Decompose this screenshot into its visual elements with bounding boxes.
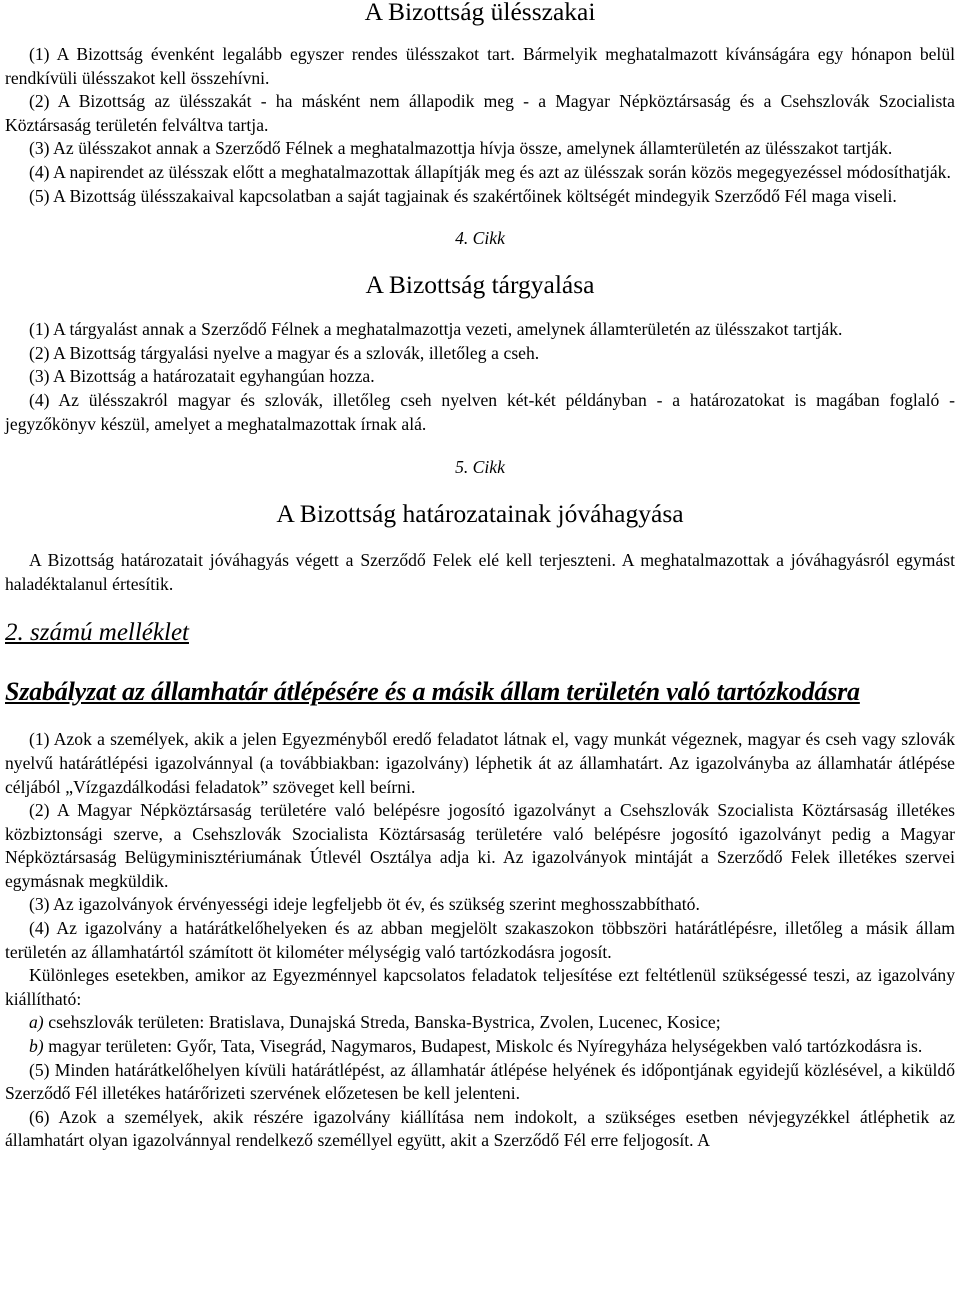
list-item-a xyxy=(5,1011,955,1035)
section-title-proceedings: A Bizottság tárgyalása xyxy=(365,270,595,300)
paragraph: (1) A tárgyalást annak a Szerződő Félnek a meghatalmazottja vezeti, amelynek államterületén az ülésszakot tartják. xyxy=(29,319,843,340)
paragraph: A Bizottság határozatait jóváhagyás végett a Szerződő Felek elé kell terjeszteni. A meghatalmazottak a jóváhagyásról egymást haladéktalanul értesítik. xyxy=(5,550,955,594)
paragraph: (4) A napirendet az ülésszak előtt a meghatalmazottak állapítják meg és azt az ülésszak során közös megegyezéssel módosíthatják. xyxy=(29,161,951,182)
paragraph: (3) Az igazolványok érvényességi ideje legfeljebb öt év, és szükség szerint meghosszabbítható. xyxy=(29,894,700,915)
paragraph: (3) A Bizottság a határozatait egyhangúan hozza. xyxy=(29,366,375,387)
paragraph: (2) A Bizottság az ülésszakát - ha másként nem állapodik meg - a Magyar Népköztársaság és a Csehszlovák Szocialista Köztársaság területén felváltva tartja. xyxy=(5,91,955,135)
paragraph: (2) A Bizottság tárgyalási nyelve a magyar és a szlovák, illetőleg a cseh. xyxy=(29,342,540,363)
paragraph: (4) Az igazolvány a határátkelőhelyeken és az abban megjelölt szakaszokon többszöri határátlépésre, illetőleg a másik állam területén az államhatártól számított öt kilométer mélységig való tartózkodásra jogosít. xyxy=(5,918,955,962)
section-title-approval: A Bizottság határozatainak jóváhagyása xyxy=(276,499,684,529)
paragraph: (5) Minden határátkelőhelyen kívüli határátlépést, az államhatár átlépése helyének és időpontjának egyidejű közlésével, a kiküldő Szerződő Fél illetékes határőrizeti szervének előzetesen be kell jelenteni. xyxy=(5,1059,955,1104)
list-marker: b) xyxy=(29,1036,44,1057)
paragraph: (4) Az ülésszakról magyar és szlovák, illetőleg cseh nyelven két-két példányban - a határozatokat is magában foglaló - jegyzőkönyv készül, amelyet a meghatalmazottak írnak alá. xyxy=(5,389,955,434)
list-marker: a) xyxy=(29,1012,44,1033)
annex-title: Szabályzat az államhatár átlépésére és a másik állam területén való tartózkodásra xyxy=(5,677,860,707)
section-title-sessions: A Bizottság ülésszakai xyxy=(364,0,596,26)
paragraph: (3) Az ülésszakot annak a Szerződő Félnek a meghatalmazottja hívja össze, amelynek államterületén az ülésszakot tartják. xyxy=(29,138,893,159)
list-item-b xyxy=(5,1035,955,1059)
paragraph: (6) Azok a személyek, akik részére igazolvány kiállítása nem indokolt, a szükséges esetben névjegyzékkel átléphetik az államhatárt olyan igazolvánnyal rendelkező személlyel együtt, akit a Szerződő Fél erre feljogosít. A xyxy=(5,1106,955,1151)
paragraph: (5) A Bizottság ülésszakaival kapcsolatban a saját tagjainak és szakértőinek költségét mindegyik Szerződő Fél maga viseli. xyxy=(29,185,897,206)
article-number: 5. Cikk xyxy=(455,457,505,478)
annex-label: 2. számú melléklet xyxy=(5,619,189,647)
paragraph: (1) Azok a személyek, akik a jelen Egyezményből eredő feladatot látnak el, vagy munkát végeznek, magyar és cseh vagy szlovák nyelvű határátlépési igazolvánnyal (a továbbiakban: igazolvány) léphetik át az államhatárt. Az igazolványba az államhatár átlépése céljából „Vízgazdálkodási feladatok” szöveget kell beírni. xyxy=(5,729,955,797)
list-item-text: magyar területen: Győr, Tata, Visegrád, Nagymaros, Budapest, Miskolc és Nyíregyháza helységekben való tartózkodásra is. xyxy=(43,1036,923,1057)
paragraph: (1) A Bizottság évenként legalább egyszer rendes ülésszakot tart. Bármelyik meghatalmazott kívánságára egy hónapon belül rendkívüli ülésszakot kell összehívni. xyxy=(5,44,955,88)
paragraph: (2) A Magyar Népköztársaság területére való belépésre jogosító igazolványt a Csehszlovák Szocialista Köztársaság illetékes közbiztonsági szerve, a Csehszlovák Szocialista Köztársaság területére való belépésre jogosító igazolványt pedig a Magyar Népköztársaság Belügyminisztériumának Útlevél Osztálya adja ki. Az igazolványok mintáját a Szerződő Felek illetékes szervei egymásnak megküldik. xyxy=(5,800,955,891)
article-number: 4. Cikk xyxy=(455,228,505,249)
paragraph: Különleges esetekben, amikor az Egyezménnyel kapcsolatos feladatok teljesítése ezt feltétlenül szükségessé teszi, az igazolvány kiállítható: xyxy=(5,965,955,1009)
list-item-text: csehszlovák területen: Bratislava, Dunajská Streda, Banska-Bystrica, Zvolen, Lucenec, Kosice; xyxy=(43,1012,721,1033)
document-page xyxy=(5,0,955,1153)
